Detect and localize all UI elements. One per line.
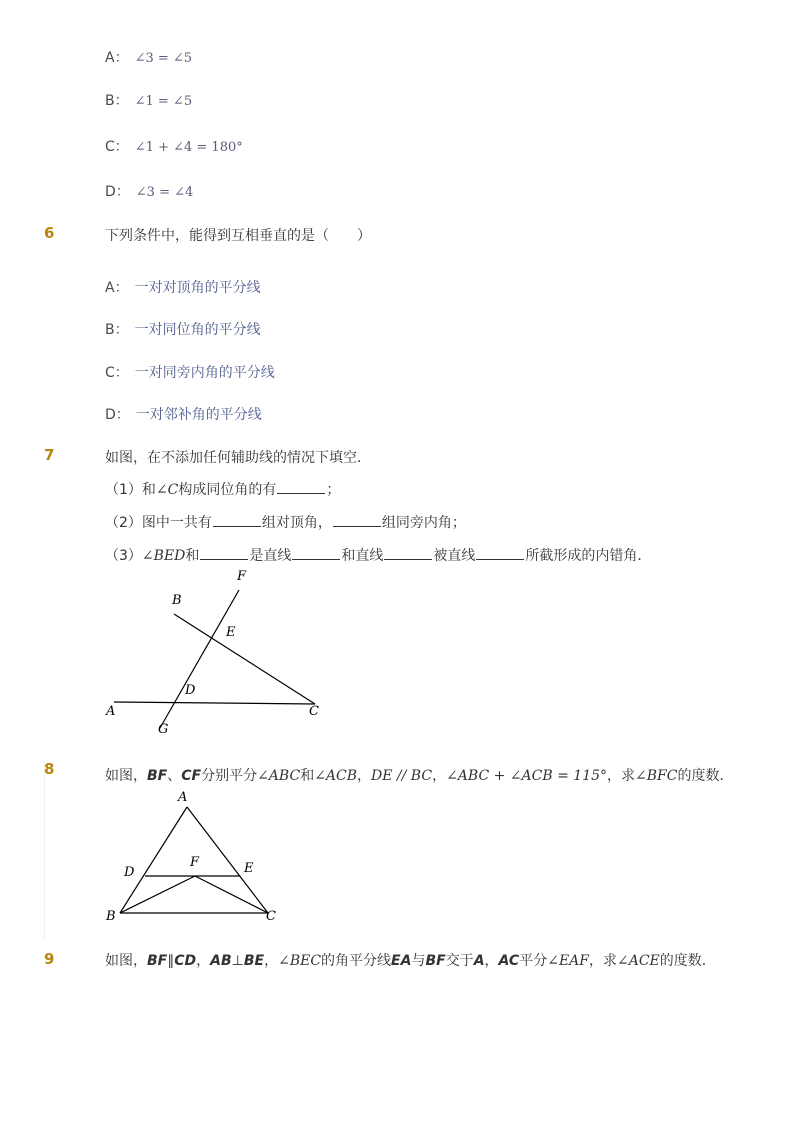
label-f: F bbox=[190, 855, 200, 870]
option-text: 一对同旁内角的平分线 bbox=[134, 365, 275, 381]
label-d: D bbox=[185, 683, 196, 698]
q6-option-c[interactable] bbox=[105, 362, 275, 382]
option-label: D： bbox=[105, 407, 130, 423]
question-number: 8 bbox=[44, 760, 55, 778]
angle-abc: ∠ABC bbox=[257, 768, 301, 784]
math-cf: CF bbox=[181, 768, 202, 784]
text: （1）和 bbox=[105, 482, 156, 498]
option-label: A： bbox=[105, 50, 129, 66]
text: 和 bbox=[185, 548, 200, 564]
text: ， bbox=[357, 768, 372, 784]
question-stem bbox=[105, 950, 716, 970]
line-ac bbox=[114, 702, 315, 704]
q6-option-b[interactable] bbox=[105, 319, 261, 339]
text: （3） bbox=[105, 548, 142, 564]
answer-blank[interactable] bbox=[200, 545, 248, 560]
q6-option-d[interactable] bbox=[105, 404, 262, 424]
text: ，求 bbox=[607, 768, 636, 784]
q6-option-a[interactable] bbox=[105, 277, 261, 297]
math-ea: EA bbox=[391, 953, 412, 969]
q7-part-1 bbox=[105, 479, 340, 499]
answer-blank[interactable] bbox=[292, 545, 340, 560]
q5-option-d[interactable] bbox=[105, 181, 193, 201]
text: ， bbox=[484, 953, 499, 969]
angle-bed: ∠BED bbox=[141, 548, 186, 564]
text: 所截形成的内错角． bbox=[525, 548, 652, 564]
answer-blank[interactable] bbox=[333, 512, 381, 527]
angle-c: ∠C bbox=[155, 482, 179, 498]
option-text: 一对同位角的平分线 bbox=[134, 322, 261, 338]
math-de-parallel-bc: DE // BC bbox=[371, 768, 433, 784]
math-bf: BF bbox=[425, 953, 446, 969]
math-bf: BF bbox=[147, 953, 168, 969]
question-stem: 如图，在不添加任何辅助线的情况下填空． bbox=[105, 450, 371, 466]
text: ， bbox=[432, 768, 447, 784]
label-c: C bbox=[309, 704, 319, 719]
line-fg bbox=[160, 590, 239, 728]
math-angle-sum: ∠ABC + ∠ACB = 115° bbox=[446, 768, 608, 784]
label-e: E bbox=[226, 625, 236, 640]
angle-bec: ∠BEC bbox=[278, 953, 322, 969]
q5-option-a[interactable] bbox=[105, 47, 192, 67]
question-number: 7 bbox=[44, 446, 55, 464]
math-ac: AC bbox=[498, 953, 520, 969]
label-c: C bbox=[266, 909, 276, 924]
label-a: A bbox=[106, 704, 116, 719]
segment-cf bbox=[195, 876, 268, 913]
option-label: B： bbox=[105, 322, 129, 338]
text: ， bbox=[264, 953, 279, 969]
text: 的度数． bbox=[659, 953, 716, 969]
text: 如图， bbox=[105, 768, 147, 784]
label-b: B bbox=[106, 909, 116, 924]
text: 的度数． bbox=[677, 768, 734, 784]
option-label: D： bbox=[105, 184, 130, 200]
label-f: F bbox=[237, 569, 247, 584]
label-b: B bbox=[172, 593, 182, 608]
text: ； bbox=[326, 482, 341, 498]
math-a: A bbox=[473, 953, 485, 969]
angle-ace: ∠ACE bbox=[617, 953, 660, 969]
text: 构成同位角的有 bbox=[178, 482, 277, 498]
answer-blank[interactable] bbox=[213, 512, 261, 527]
math-be: BE bbox=[243, 953, 265, 969]
text: ， bbox=[196, 953, 211, 969]
text: 被直线 bbox=[433, 548, 476, 564]
perpendicular-symbol: ⊥ bbox=[231, 953, 244, 969]
option-text: 一对邻补角的平分线 bbox=[135, 407, 262, 423]
q7-part-3 bbox=[105, 545, 651, 565]
label-d: D bbox=[124, 865, 135, 880]
label-g: G bbox=[158, 722, 169, 737]
q7-figure bbox=[100, 565, 340, 740]
text: ，求 bbox=[589, 953, 617, 969]
option-math: ∠3 = ∠5 bbox=[134, 51, 193, 66]
math-cd: CD bbox=[174, 953, 197, 969]
angle-eaf: ∠EAF bbox=[547, 953, 589, 969]
answer-blank[interactable] bbox=[384, 545, 432, 560]
option-math: ∠1 + ∠4 = 180° bbox=[134, 140, 243, 155]
question-number: 6 bbox=[44, 224, 55, 242]
text: 是直线 bbox=[249, 548, 292, 564]
label-e: E bbox=[244, 861, 254, 876]
option-math: ∠3 = ∠4 bbox=[135, 185, 194, 200]
question-number: 9 bbox=[44, 950, 55, 968]
question-stem bbox=[105, 765, 733, 785]
text: 的角平分线 bbox=[321, 953, 392, 969]
text: 和直线 bbox=[341, 548, 384, 564]
text: 交于 bbox=[445, 953, 474, 969]
text: 、 bbox=[167, 768, 182, 784]
option-text: 一对对顶角的平分线 bbox=[134, 280, 261, 296]
math-bf: BF bbox=[147, 768, 168, 784]
text: 组同旁内角； bbox=[381, 515, 466, 531]
label-a: A bbox=[178, 790, 188, 805]
q7-part-2 bbox=[105, 512, 466, 532]
math-ab: AB bbox=[210, 953, 232, 969]
angle-acb: ∠ACB bbox=[314, 768, 358, 784]
text: 分别平分 bbox=[201, 768, 258, 784]
answer-blank[interactable] bbox=[277, 479, 325, 494]
text: 平分 bbox=[519, 953, 548, 969]
text: 组对顶角， bbox=[261, 515, 332, 531]
q5-option-b[interactable] bbox=[105, 90, 192, 110]
q8-figure bbox=[100, 785, 290, 925]
text: 与 bbox=[411, 953, 426, 969]
option-label: C： bbox=[105, 365, 129, 381]
question-stem: 下列条件中，能得到互相垂直的是（ ） bbox=[105, 228, 371, 244]
option-math: ∠1 = ∠5 bbox=[134, 94, 193, 109]
text: 和 bbox=[300, 768, 315, 784]
q5-option-c[interactable] bbox=[105, 136, 243, 156]
option-label: C： bbox=[105, 139, 129, 155]
option-label: A： bbox=[105, 280, 129, 296]
side-ac bbox=[187, 807, 268, 913]
text: 如图， bbox=[105, 953, 147, 969]
left-divider bbox=[44, 760, 45, 940]
answer-blank[interactable] bbox=[476, 545, 524, 560]
text: （2）图中一共有 bbox=[105, 515, 212, 531]
angle-bfc: ∠BFC bbox=[635, 768, 678, 784]
option-label: B： bbox=[105, 93, 129, 109]
parallel-symbol: ∥ bbox=[167, 953, 175, 969]
